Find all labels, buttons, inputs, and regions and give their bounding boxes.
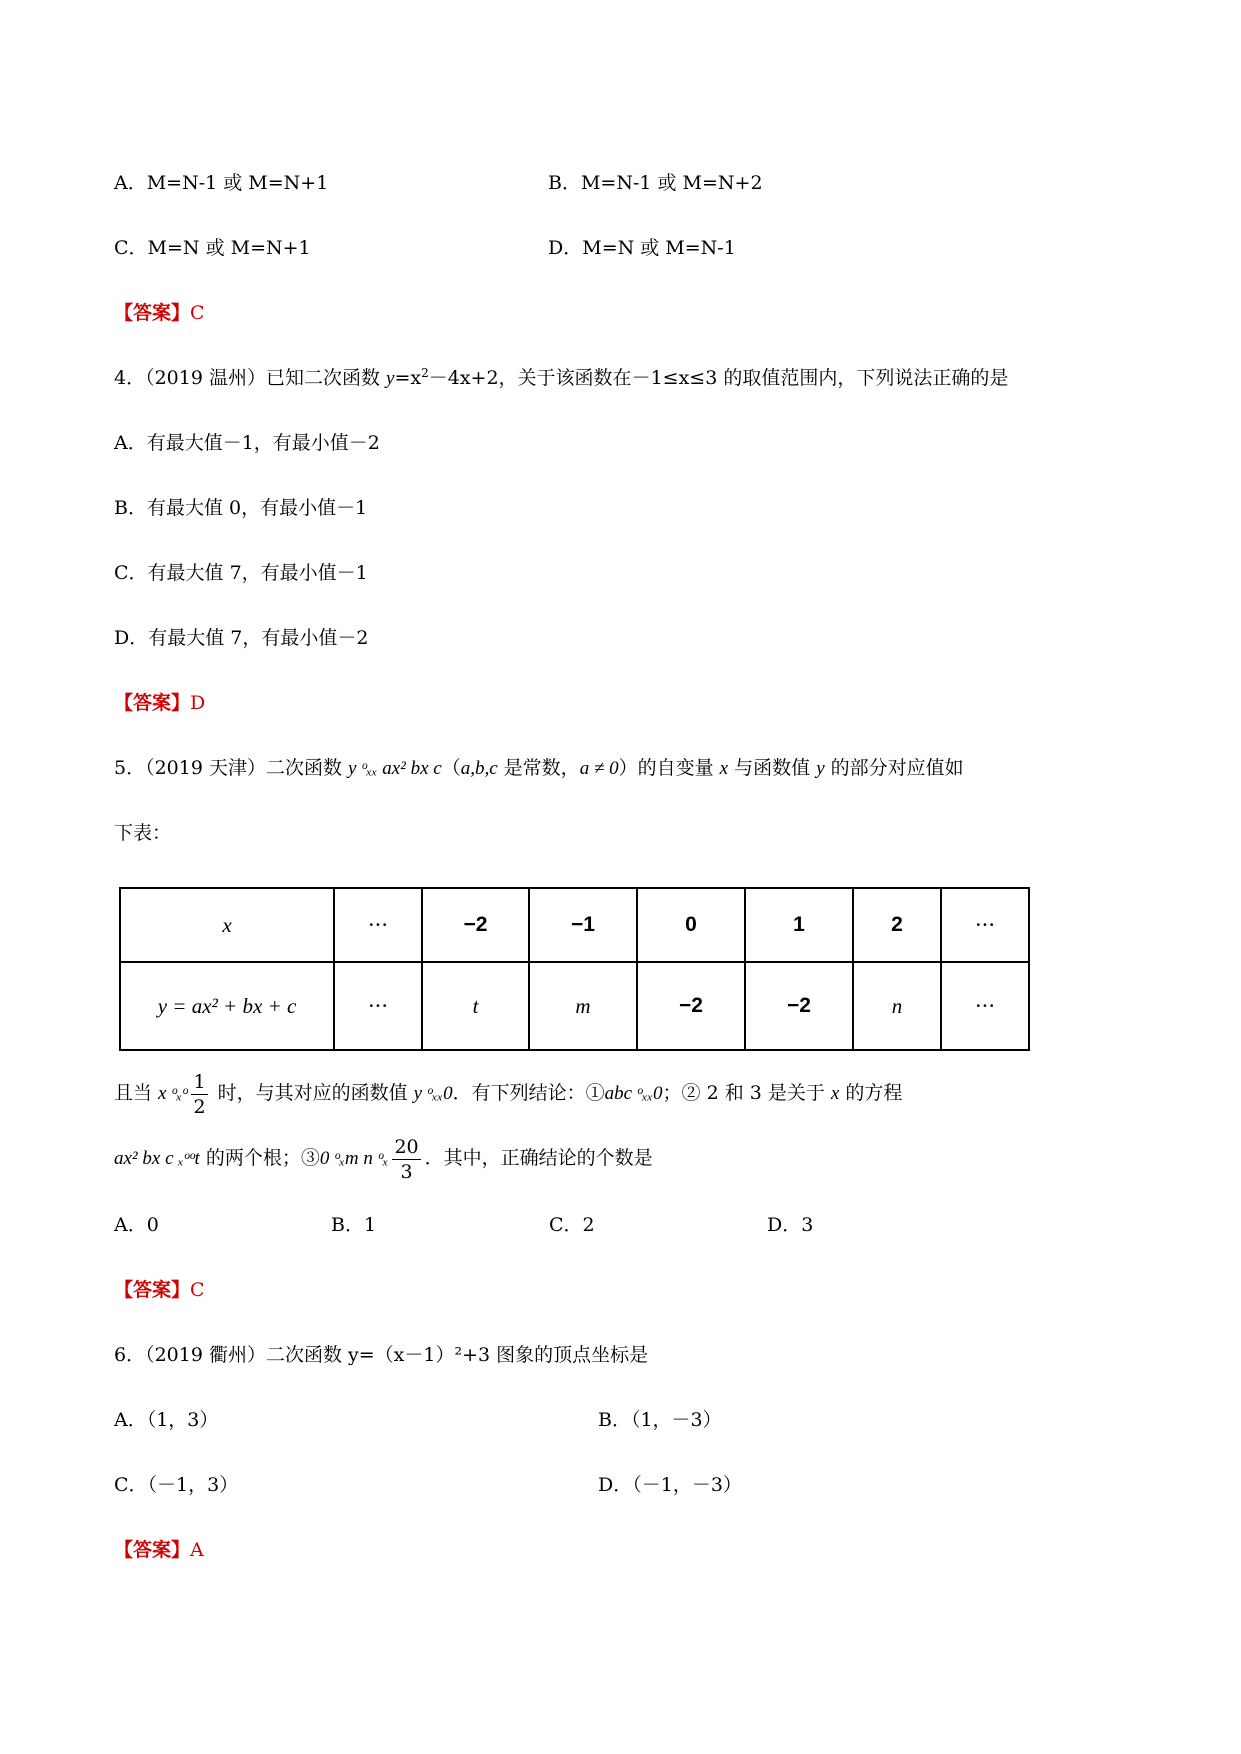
q3-option-b: B．M=N-1 或 M=N+2 bbox=[548, 172, 763, 194]
table-cell: ··· bbox=[941, 888, 1029, 962]
q4-var-y: y bbox=[386, 368, 395, 389]
q4-stem-eq: =x bbox=[394, 367, 422, 389]
q5-conclusions bbox=[114, 1133, 653, 1183]
q5-cond-text-3: ．有下列结论：① bbox=[452, 1082, 605, 1104]
q5-option-a: A．0 bbox=[114, 1214, 159, 1236]
q4-option-b: B．有最大值 0，有最小值－1 bbox=[114, 497, 368, 519]
q3-answer bbox=[114, 300, 205, 326]
q5-var-y: y bbox=[816, 758, 825, 779]
table-cell: 1 bbox=[745, 888, 853, 962]
q5-line3-text: 的两个根；③ bbox=[199, 1147, 320, 1169]
q5-inequality-expr: 0 ᵒₓm n ᵒₓ bbox=[319, 1148, 389, 1169]
table-cell: ··· bbox=[334, 962, 422, 1050]
q3-option-a: A．M=N-1 或 M=N+1 bbox=[114, 172, 329, 194]
q6-option-d: D．（－1，－3） bbox=[598, 1474, 742, 1496]
q3-option-c: C．M=N 或 M=N+1 bbox=[114, 237, 311, 259]
table-cell: ··· bbox=[334, 888, 422, 962]
q5-function-expr: y ᵒₓₓ ax² bx c bbox=[348, 758, 442, 779]
fraction-numerator: 1 bbox=[193, 1070, 206, 1093]
q5-cond-text-4: ；② 2 和 3 是关于 bbox=[662, 1082, 831, 1104]
q5-option-b: B．1 bbox=[331, 1214, 377, 1236]
table-cell: y = ax² + bx + c bbox=[120, 962, 334, 1050]
q5-stem-line2: 下表： bbox=[114, 822, 172, 844]
q6-option-a: A．（1，3） bbox=[114, 1409, 219, 1431]
answer-value: C bbox=[190, 1279, 205, 1301]
q5-line3-end: ．其中，正确结论的个数是 bbox=[424, 1147, 653, 1169]
fraction-denominator: 2 bbox=[193, 1095, 206, 1118]
q5-a-ne-zero: a ≠ 0 bbox=[579, 758, 619, 779]
q5-stem-end: 的部分对应值如 bbox=[824, 757, 964, 779]
q4-stem bbox=[114, 365, 1008, 392]
answer-value: A bbox=[190, 1539, 204, 1561]
answer-tag: 【答案】 bbox=[114, 692, 191, 714]
q6-answer bbox=[114, 1537, 204, 1563]
answer-value: C bbox=[190, 302, 205, 324]
table-cell: m bbox=[529, 962, 637, 1050]
table-cell: ··· bbox=[941, 962, 1029, 1050]
q5-option-d: D．3 bbox=[767, 1214, 814, 1236]
q4-stem-rest: －4x+2，关于该函数在－1≤x≤3 的取值范围内，下列说法正确的是 bbox=[428, 367, 1009, 389]
table-cell: −1 bbox=[529, 888, 637, 962]
table-cell: 2 bbox=[853, 888, 941, 962]
table-row bbox=[120, 888, 1029, 962]
answer-tag: 【答案】 bbox=[114, 1539, 191, 1561]
q5-conditions bbox=[114, 1068, 902, 1118]
q3-option-d: D．M=N 或 M=N-1 bbox=[548, 237, 736, 259]
q6-stem: 6．（2019 衢州）二次函数 y=（x－1）²+3 图象的顶点坐标是 bbox=[114, 1344, 649, 1366]
table-cell: 0 bbox=[637, 888, 745, 962]
q4-stem-text: 4．（2019 温州）已知二次函数 bbox=[114, 367, 387, 389]
q5-stem-const: 是常数， bbox=[497, 757, 580, 779]
table-cell: −2 bbox=[745, 962, 853, 1050]
answer-value: D bbox=[190, 692, 206, 714]
q5-answer bbox=[114, 1277, 205, 1303]
answer-tag: 【答案】 bbox=[114, 1279, 191, 1301]
q5-paren: （ bbox=[441, 757, 461, 779]
q5-stem bbox=[114, 755, 964, 782]
q4-option-d: D．有最大值 7，有最小值－2 bbox=[114, 627, 369, 649]
q4-answer bbox=[114, 690, 205, 716]
q5-cond-text: 且当 bbox=[114, 1082, 159, 1104]
table-cell: t bbox=[422, 962, 529, 1050]
q4-option-a: A．有最大值－1，有最小值－2 bbox=[114, 432, 380, 454]
q6-option-b: B．（1，－3） bbox=[598, 1409, 722, 1431]
q5-cond-y: y ᵒₓₓ0 bbox=[413, 1083, 453, 1104]
q5-cond-abc: abc ᵒₓₓ0 bbox=[604, 1083, 663, 1104]
fraction-one-half bbox=[191, 1070, 207, 1119]
table-cell: −2 bbox=[637, 962, 745, 1050]
q5-equation-expr: ax² bx c ₓᵒᵒt bbox=[114, 1148, 200, 1169]
q6-option-c: C．（－1，3） bbox=[114, 1474, 239, 1496]
table-cell: x bbox=[120, 888, 334, 962]
q5-stem-text: 5．（2019 天津）二次函数 bbox=[114, 757, 349, 779]
q5-vars-abc: a,b,c bbox=[460, 758, 498, 779]
fraction-denominator: 3 bbox=[400, 1160, 413, 1183]
table-cell: −2 bbox=[422, 888, 529, 962]
q4-option-c: C．有最大值 7，有最小值－1 bbox=[114, 562, 368, 584]
fraction-twenty-thirds bbox=[392, 1135, 420, 1184]
q5-cond-text-5: 的方程 bbox=[839, 1082, 903, 1104]
fraction-numerator: 20 bbox=[394, 1135, 419, 1158]
table-cell: n bbox=[853, 962, 941, 1050]
q5-value-table bbox=[119, 887, 1030, 1051]
q5-var-x: x bbox=[719, 758, 729, 779]
q5-stem-var: ）的自变量 bbox=[618, 757, 720, 779]
q5-cond-text-2: 时，与其对应的函数值 bbox=[211, 1082, 414, 1104]
q5-stem-val: 与函数值 bbox=[728, 757, 817, 779]
q5-cond-x: x ᵒₓᵒ bbox=[158, 1083, 188, 1104]
q4-exponent: 2 bbox=[421, 366, 429, 380]
q5-cond-var-x: x bbox=[830, 1083, 840, 1104]
table-row bbox=[120, 962, 1029, 1050]
q5-option-c: C．2 bbox=[549, 1214, 595, 1236]
answer-tag: 【答案】 bbox=[114, 302, 191, 324]
